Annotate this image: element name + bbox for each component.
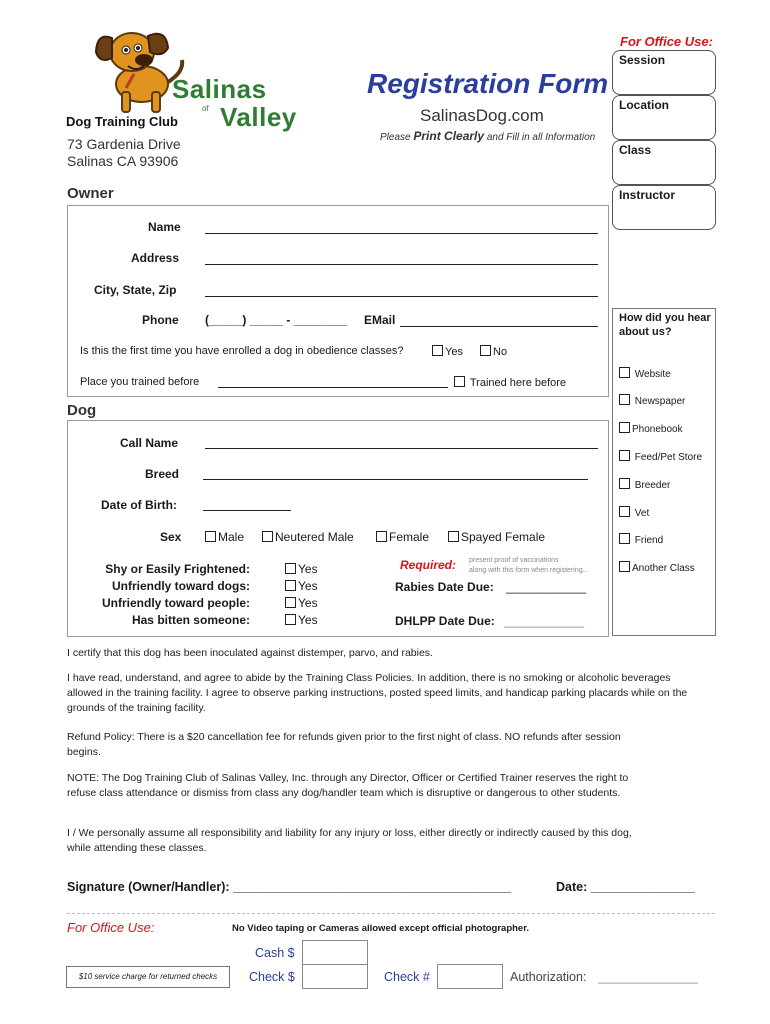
checkbox-icon <box>454 376 465 387</box>
behavior-yes-dogs[interactable] <box>285 579 318 593</box>
form-instruction <box>380 129 595 143</box>
hear-option-newspaper-label: Newspaper <box>634 396 686 407</box>
sex-male-label: Male <box>218 530 245 544</box>
hear-option-phonebook[interactable] <box>619 422 683 435</box>
logo-word-of: of <box>202 104 209 113</box>
hear-option-feed-store[interactable] <box>619 450 702 463</box>
owner-name-label: Name <box>148 220 181 234</box>
hear-option-vet-label: Vet <box>634 508 650 519</box>
sex-male[interactable] <box>205 530 244 544</box>
first-time-yes[interactable] <box>432 345 463 358</box>
check-number-input[interactable] <box>437 964 503 989</box>
check-amount-input[interactable] <box>302 964 368 989</box>
office-box-session-label: Session <box>619 53 666 67</box>
policy-inoculation: I certify that this dog has been inoculated against distemper, parvo, and rabies. <box>67 647 433 659</box>
club-logo <box>62 22 302 132</box>
hear-option-friend[interactable] <box>619 533 663 546</box>
required-label: Required: <box>400 558 457 572</box>
dhlpp-field[interactable]: ____________ <box>504 614 585 628</box>
authorization-label: Authorization: <box>510 970 587 984</box>
club-address-line1: 73 Gardenia Drive <box>67 136 181 152</box>
checkbox-icon <box>285 597 296 608</box>
hear-option-newspaper[interactable] <box>619 394 685 407</box>
checkbox-icon <box>619 533 630 544</box>
signature-field[interactable]: Signature (Owner/Handler): ________________________________________ <box>67 880 512 894</box>
checkbox-icon <box>376 531 387 542</box>
behavior-q-bitten: Has bitten someone: <box>131 613 250 627</box>
cash-label: Cash $ <box>255 946 295 960</box>
behavior-q-shy: Shy or Easily Frightened: <box>105 562 250 576</box>
sex-female-label: Female <box>389 530 430 544</box>
form-title: Registration Form <box>367 68 609 99</box>
hear-option-vet[interactable] <box>619 506 649 519</box>
service-charge-note: $10 service charge for returned checks <box>66 966 230 988</box>
behavior-yes-bitten[interactable] <box>285 613 318 627</box>
required-note-1: present proof of vaccinations <box>469 557 559 564</box>
office-box-class[interactable] <box>612 140 716 185</box>
policy-note: NOTE: The Dog Training Club of Salinas Valley, Inc. through any Director, Officer or Certified Trainer reserves the right to refuse class attendance or dismiss from class any dog/handler team which is disruptive or dangerous to other students. <box>67 772 629 799</box>
separator-dashed <box>67 913 715 914</box>
first-time-no-label: No <box>493 346 508 358</box>
hear-option-feed-store-label: Feed/Pet Store <box>634 452 703 463</box>
club-address-line2: Salinas CA 93906 <box>67 153 179 169</box>
instruction-bold: Print Clearly <box>413 129 485 143</box>
policy-refund: Refund Policy: There is a $20 cancellation fee for refunds given prior to the first night of class. NO refunds after session begins. <box>67 731 621 758</box>
place-trained-field[interactable] <box>218 387 448 388</box>
yes-label: Yes <box>298 613 318 627</box>
checkbox-icon <box>619 506 630 517</box>
authorization-field[interactable]: _______________ <box>598 970 699 984</box>
owner-name-field[interactable] <box>205 233 598 234</box>
checkbox-icon <box>619 561 630 572</box>
call-name-field[interactable] <box>205 448 598 449</box>
yes-label: Yes <box>298 562 318 576</box>
behavior-yes-shy[interactable] <box>285 562 318 576</box>
hear-option-another-class-label: Another Class <box>632 563 695 574</box>
instruction-pre: Please <box>380 132 411 143</box>
owner-phone-label: Phone <box>142 313 179 327</box>
owner-heading: Owner <box>67 185 114 202</box>
sex-neutered-male[interactable] <box>262 530 354 544</box>
call-name-label: Call Name <box>120 436 179 450</box>
date-field[interactable]: Date: _______________ <box>556 880 696 894</box>
sex-label: Sex <box>160 530 182 544</box>
checkbox-icon <box>205 531 216 542</box>
owner-phone-field[interactable]: (_____) _____ - ________ <box>205 313 348 327</box>
breed-label: Breed <box>145 467 180 481</box>
dhlpp-label: DHLPP Date Due: <box>395 614 495 628</box>
checkbox-icon <box>619 478 630 489</box>
dob-field[interactable] <box>203 510 291 511</box>
office-box-session[interactable] <box>612 50 716 95</box>
office-box-location[interactable] <box>612 95 716 140</box>
policy-liability: I / We personally assume all responsibility and liability for any injury or loss, either directly or indirectly caused by this dog, while attending these classes. <box>67 827 632 854</box>
logo-word-valley: Valley <box>220 102 297 132</box>
office-use-bottom-heading: For Office Use: <box>67 920 155 935</box>
sex-female[interactable] <box>376 530 429 544</box>
hear-option-breeder-label: Breeder <box>634 480 671 491</box>
rabies-field[interactable]: ____________ <box>506 580 587 594</box>
behavior-yes-people[interactable] <box>285 596 318 610</box>
no-video-notice: No Video taping or Cameras allowed except official photographer. <box>232 923 530 934</box>
checkbox-icon <box>285 580 296 591</box>
owner-city-field[interactable] <box>205 296 598 297</box>
dob-label: Date of Birth: <box>101 498 177 512</box>
hear-about-question-2: about us? <box>619 326 672 338</box>
checkbox-icon <box>619 367 630 378</box>
office-box-instructor-label: Instructor <box>619 188 676 202</box>
checkbox-icon <box>619 394 630 405</box>
hear-option-friend-label: Friend <box>634 535 664 546</box>
place-trained-label: Place you trained before <box>80 376 200 388</box>
first-time-yes-label: Yes <box>445 346 463 358</box>
hear-option-breeder[interactable] <box>619 478 670 491</box>
checkbox-icon <box>619 422 630 433</box>
check-number-label: Check # <box>384 970 430 984</box>
checkbox-icon <box>448 531 459 542</box>
checkbox-icon <box>285 563 296 574</box>
sex-spayed-female-label: Spayed Female <box>461 530 546 544</box>
office-box-class-label: Class <box>619 143 652 157</box>
owner-email-label: EMail <box>364 313 396 327</box>
checkbox-icon <box>432 345 443 356</box>
checkbox-icon <box>480 345 491 356</box>
cash-input[interactable] <box>302 940 368 965</box>
rabies-label: Rabies Date Due: <box>395 580 494 594</box>
logo-club-name: Dog Training Club <box>66 114 178 129</box>
owner-address-field[interactable] <box>205 264 598 265</box>
checkbox-icon <box>285 614 296 625</box>
owner-city-label: City, State, Zip <box>94 283 177 297</box>
hear-option-website-label: Website <box>634 369 671 380</box>
required-note-2: along with this form when registering... <box>469 567 589 574</box>
behavior-q-unfriendly-people: Unfriendly toward people: <box>101 596 250 610</box>
dog-heading: Dog <box>67 402 97 419</box>
hear-about-question-1: How did you hear <box>619 312 711 324</box>
trained-here-label: Trained here before <box>469 377 567 389</box>
behavior-q-unfriendly-dogs: Unfriendly toward dogs: <box>112 579 250 593</box>
checkbox-icon <box>262 531 273 542</box>
checkbox-icon <box>619 450 630 461</box>
check-amount-label: Check $ <box>249 970 295 984</box>
sex-neutered-male-label: Neutered Male <box>275 530 354 544</box>
owner-email-field[interactable] <box>400 326 598 327</box>
office-box-instructor[interactable] <box>612 185 716 230</box>
instruction-post: and Fill in all Information <box>486 132 596 143</box>
trained-here-checkbox[interactable] <box>454 376 566 389</box>
first-time-no[interactable] <box>480 345 507 358</box>
hear-about-panel <box>612 308 716 636</box>
form-website: SalinasDog.com <box>420 106 544 125</box>
office-use-top-heading: For Office Use: <box>620 34 713 49</box>
owner-address-label: Address <box>131 251 180 265</box>
yes-label: Yes <box>298 596 318 610</box>
policy-training-class: I have read, understand, and agree to abide by the Training Class Policies. In addition, there is no smoking or alcoholic beverages allowed in the training facility. I agree to observe parking instructions, posted speed limits, and handicap parking placards while on the grounds of the training facility. <box>67 672 688 714</box>
hear-option-another-class[interactable] <box>619 561 695 574</box>
breed-field[interactable] <box>203 479 588 480</box>
yes-label: Yes <box>298 579 318 593</box>
first-time-question: Is this the first time you have enrolled a dog in obedience classes? <box>80 345 404 357</box>
office-box-location-label: Location <box>619 98 669 112</box>
hear-option-website[interactable] <box>619 367 671 380</box>
logo-word-salinas: Salinas <box>172 74 267 104</box>
sex-spayed-female[interactable] <box>448 530 545 544</box>
hear-option-phonebook-label: Phonebook <box>632 424 683 435</box>
